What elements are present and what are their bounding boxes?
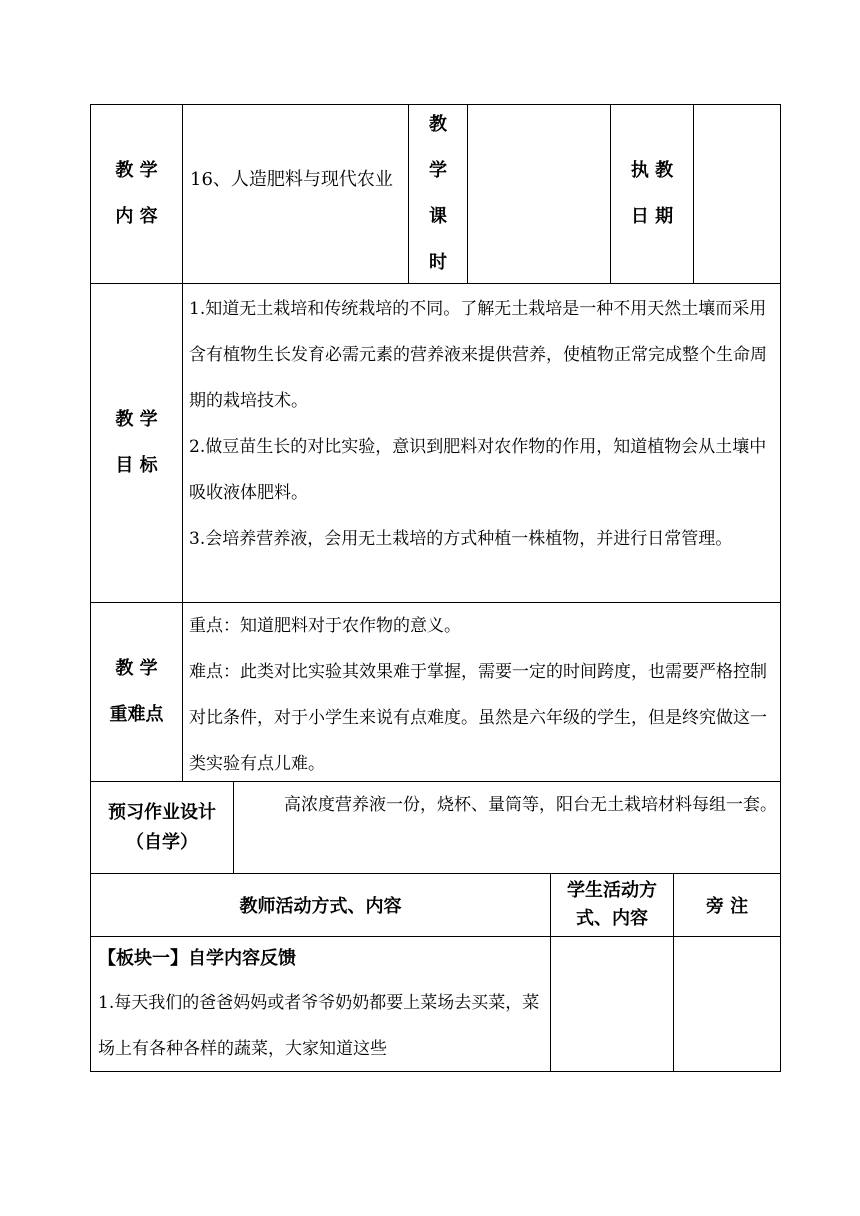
content-value — [190, 164, 402, 196]
goals-label — [91, 284, 182, 602]
date-value — [694, 105, 780, 283]
key-points-content — [189, 603, 777, 787]
content-label-line-2: 内 容 — [115, 206, 158, 227]
table-border-right — [780, 104, 781, 1072]
section1-text: 1.每天我们的爸爸妈妈或者爷爷奶奶都要上菜场去买菜，菜场上有各种各样的蔬菜，大家知道这些 — [98, 993, 540, 1059]
preview-label-line-1: 预习作业设计 — [108, 801, 216, 823]
period-label-char-2: 学 — [429, 160, 447, 181]
goals-content — [189, 286, 777, 562]
goals-label-line-1: 教 学 — [115, 409, 158, 430]
goals-label-line-2: 目 标 — [115, 455, 158, 476]
key-points-label-line-1: 教 学 — [115, 658, 158, 679]
period-label-char-4: 时 — [429, 252, 447, 273]
preview-text: 高浓度营养液一份，烧杯、量筒等，阳台无土栽培材料每组一套。 — [284, 795, 777, 815]
col-divider-preview — [233, 781, 234, 874]
period-label-char-3: 课 — [429, 206, 447, 227]
key-points-label — [91, 603, 182, 781]
lesson-title: 16、人造肥料与现代农业 — [190, 169, 393, 190]
section1-title: 【板块一】自学内容反馈 — [98, 948, 296, 969]
period-label-char-1: 教 — [429, 114, 447, 135]
note-header-text: 旁 注 — [705, 896, 749, 917]
goal-item-2: 2.做豆苗生长的对比实验，意识到肥料对农作物的作用，知道植物会从土壤中吸收液体肥料。 — [189, 437, 767, 503]
goal-item-3: 3.会培养营养液，会用无土栽培的方式种植一株植物，并进行日常管理。 — [189, 529, 733, 549]
date-label-line-1: 执 教 — [630, 160, 674, 181]
date-label — [611, 105, 693, 283]
preview-label-line-2: （自学） — [126, 831, 198, 853]
preview-content — [240, 782, 777, 828]
note-header — [674, 874, 780, 936]
student-activity-header-line-1: 学生活动方 — [567, 880, 657, 901]
content-label — [91, 105, 182, 283]
student-activity-header — [551, 874, 673, 936]
student-activity-header-line-2: 式、内容 — [576, 908, 648, 929]
teacher-activity-header-text: 教师活动方式、内容 — [239, 896, 402, 917]
period-value — [468, 105, 610, 283]
teacher-activity-header — [91, 874, 550, 936]
date-label-line-2: 日 期 — [630, 206, 674, 227]
period-label — [409, 105, 467, 283]
key-points-label-line-2: 重难点 — [109, 704, 164, 725]
col-divider-label — [182, 104, 183, 782]
goal-item-1: 1.知道无土栽培和传统栽培的不同。了解无土栽培是一种不用天然土壤而采用含有植物生长发育必需元素的营养液来提供营养，使植物正常完成整个生命周期的栽培技术。 — [189, 299, 767, 411]
key-point-item-1: 重点：知道肥料对于农作物的意义。 — [189, 616, 461, 636]
key-point-item-2: 难点：此类对比实验其效果难于掌握，需要一定的时间跨度，也需要严格控制对比条件，对于小学生来说有点难度。虽然是六年级的学生，但是终究做这一类实验有点儿难。 — [189, 662, 767, 774]
content-label-line-1: 教 学 — [115, 160, 158, 181]
preview-label — [91, 782, 233, 873]
row-divider-5 — [90, 936, 781, 937]
section1-content — [98, 938, 544, 1072]
